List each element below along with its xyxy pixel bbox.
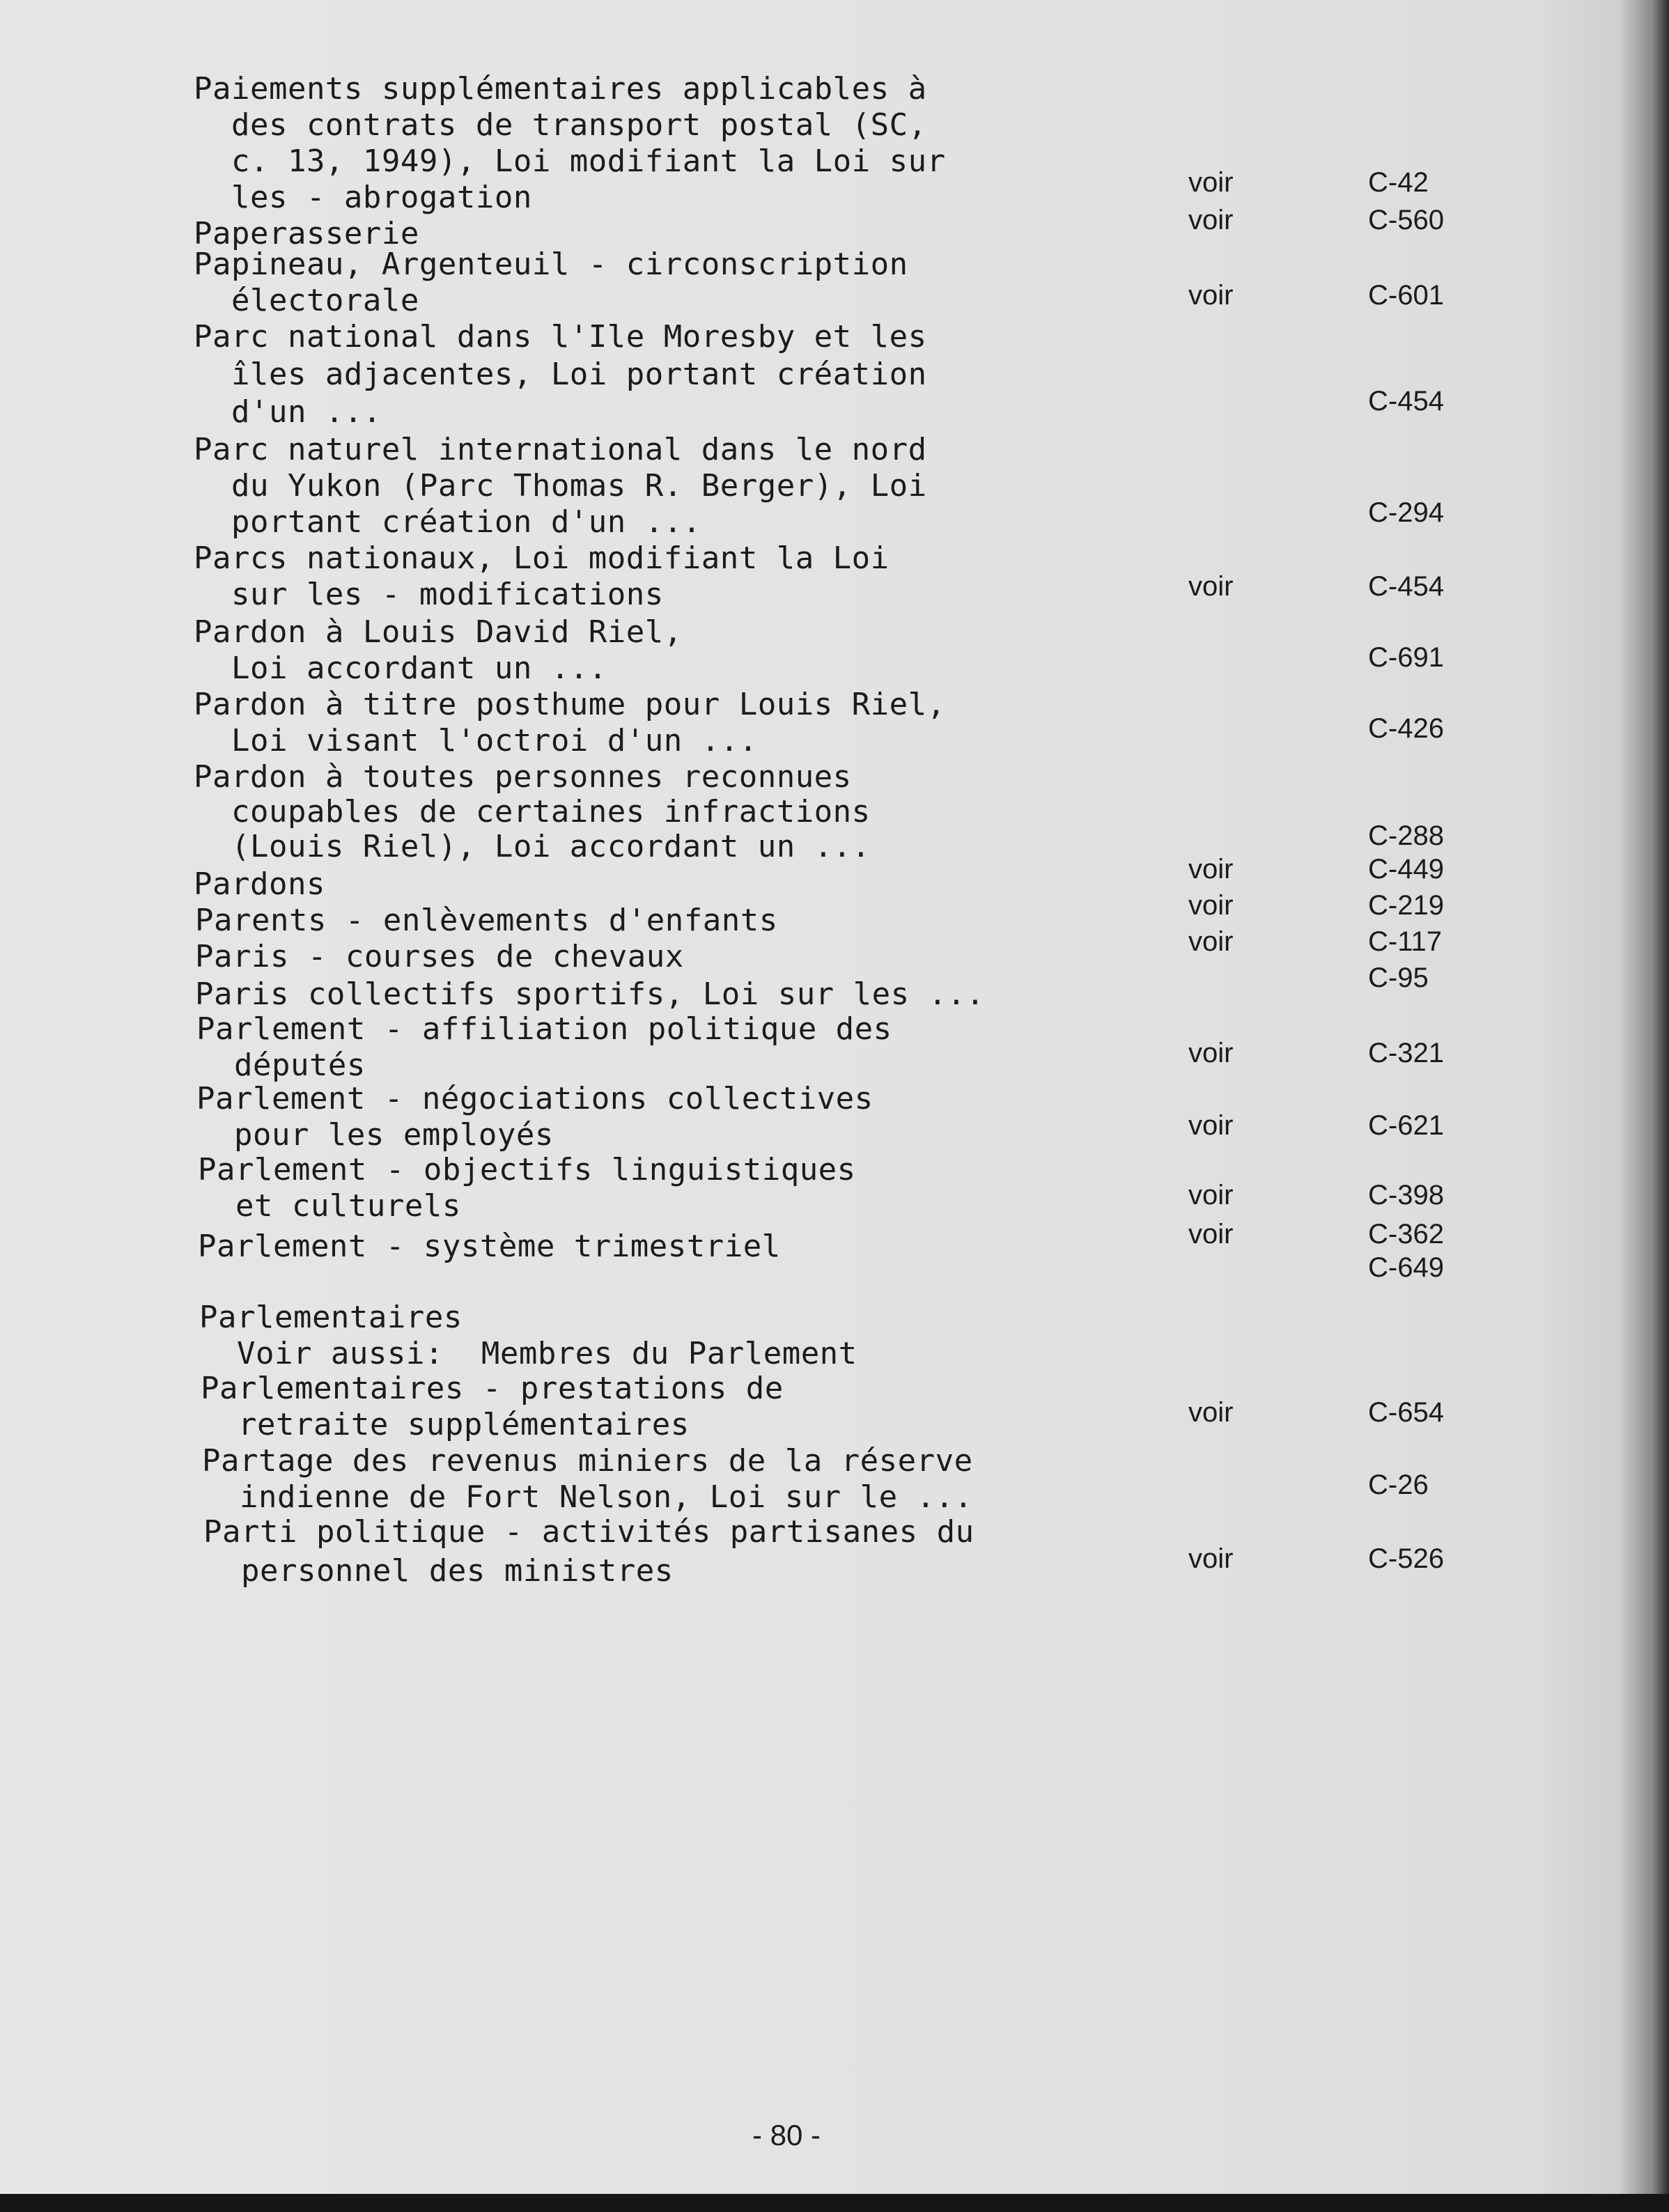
index-entry-title: Parlement - négociations collectives <box>196 1081 874 1116</box>
index-entry-title: Partage des revenus miniers de la réserve <box>202 1443 973 1479</box>
index-entry-continuation: retraite supplémentaires <box>201 1407 690 1442</box>
bill-reference: C-454 <box>1368 386 1444 416</box>
bill-reference: C-649 <box>1368 1252 1444 1283</box>
bill-reference: C-362 <box>1368 1219 1444 1249</box>
bill-reference: C-117 <box>1368 926 1442 957</box>
bill-reference: C-621 <box>1368 1110 1444 1141</box>
index-entry-title: Parlement - affiliation politique des <box>196 1011 892 1047</box>
index-entry-continuation: Loi accordant un ... <box>194 651 607 686</box>
index-entry-title: Parlement - système trimestriel <box>198 1229 781 1264</box>
index-entry-continuation: les - abrogation <box>194 180 532 215</box>
index-entry-title: Paperasserie <box>194 216 419 251</box>
index-entry-title: Parlement - objectifs linguistiques <box>198 1152 856 1187</box>
bill-reference: C-95 <box>1368 963 1429 993</box>
index-entry-continuation: députés <box>196 1047 366 1083</box>
voir-label: voir <box>1188 1219 1234 1249</box>
index-entry-continuation: personnel des ministres <box>203 1553 674 1589</box>
bill-reference: C-294 <box>1368 497 1444 528</box>
index-entry-title: Parc naturel international dans le nord <box>194 432 927 467</box>
index-entry-continuation: d'un ... <box>194 394 382 430</box>
index-entry-title: Paris - courses de chevaux <box>195 939 684 974</box>
voir-label: voir <box>1188 167 1234 198</box>
voir-label: voir <box>1188 571 1234 602</box>
index-entry-continuation: portant création d'un ... <box>194 504 701 540</box>
voir-label: voir <box>1188 280 1234 311</box>
index-entry-continuation: des contrats de transport postal (SC, <box>194 107 927 143</box>
bill-reference: C-449 <box>1368 854 1444 885</box>
bill-reference: C-219 <box>1368 890 1444 921</box>
page-number: - 80 - <box>752 2119 821 2151</box>
index-entry-title: Paris collectifs sportifs, Loi sur les ... <box>195 976 985 1012</box>
bill-reference: C-42 <box>1368 167 1429 198</box>
index-entry-continuation: électorale <box>194 283 419 318</box>
voir-label: voir <box>1188 1543 1234 1574</box>
index-entry-title: Parlementaires <box>199 1300 463 1335</box>
index-entry-continuation: du Yukon (Parc Thomas R. Berger), Loi <box>194 468 927 504</box>
index-entry-continuation: c. 13, 1949), Loi modifiant la Loi sur <box>194 143 946 179</box>
bill-reference: C-398 <box>1368 1180 1444 1210</box>
scan-edge <box>0 2194 1669 2212</box>
index-entry-continuation: Loi visant l'octroi d'un ... <box>194 723 758 758</box>
voir-label: voir <box>1188 1110 1234 1141</box>
index-entry-continuation: et culturels <box>198 1188 461 1224</box>
index-entry-continuation: pour les employés <box>196 1117 554 1153</box>
voir-label: voir <box>1188 854 1234 885</box>
index-entry-title: Pardon à toutes personnes reconnues <box>194 759 852 795</box>
bill-reference: C-288 <box>1368 820 1444 851</box>
index-entry-title: Paiements supplémentaires applicables à <box>194 71 927 107</box>
index-entry-continuation: sur les - modifications <box>194 577 664 612</box>
index-entry-title: Pardon à titre posthume pour Louis Riel, <box>194 687 946 722</box>
voir-label: voir <box>1188 1397 1234 1428</box>
index-entry-continuation: coupables de certaines infractions <box>194 794 871 830</box>
bill-reference: C-691 <box>1368 642 1444 673</box>
index-entry-continuation: (Louis Riel), Loi accordant un ... <box>194 829 871 864</box>
bill-reference: C-26 <box>1368 1470 1429 1500</box>
index-entry-title: Papineau, Argenteuil - circonscription <box>194 247 908 282</box>
bill-reference: C-601 <box>1368 280 1444 311</box>
index-entry-title: Parents - enlèvements d'enfants <box>195 903 778 938</box>
index-entry-continuation: îles adjacentes, Loi portant création <box>194 357 927 392</box>
bill-reference: C-454 <box>1368 571 1444 602</box>
bill-reference: C-426 <box>1368 713 1444 744</box>
bill-reference: C-321 <box>1368 1038 1444 1068</box>
voir-label: voir <box>1188 1038 1234 1068</box>
index-entry-title: Pardon à Louis David Riel, <box>194 614 683 650</box>
index-entry-continuation: Voir aussi: Membres du Parlement <box>199 1336 857 1371</box>
index-entry-title: Parlementaires - prestations de <box>201 1371 784 1406</box>
bill-reference: C-560 <box>1368 205 1444 235</box>
voir-label: voir <box>1188 890 1234 921</box>
voir-label: voir <box>1188 1180 1234 1210</box>
index-entry-title: Parti politique - activités partisanes du <box>203 1514 975 1550</box>
index-entry-continuation: indienne de Fort Nelson, Loi sur le ... <box>202 1479 973 1515</box>
bill-reference: C-526 <box>1368 1543 1444 1574</box>
voir-label: voir <box>1188 205 1234 235</box>
voir-label: voir <box>1188 926 1234 957</box>
index-entry-title: Parcs nationaux, Loi modifiant la Loi <box>194 540 890 576</box>
index-entry-title: Parc national dans l'Ile Moresby et les <box>194 319 927 355</box>
index-entry-title: Pardons <box>194 866 325 902</box>
bill-reference: C-654 <box>1368 1397 1444 1428</box>
